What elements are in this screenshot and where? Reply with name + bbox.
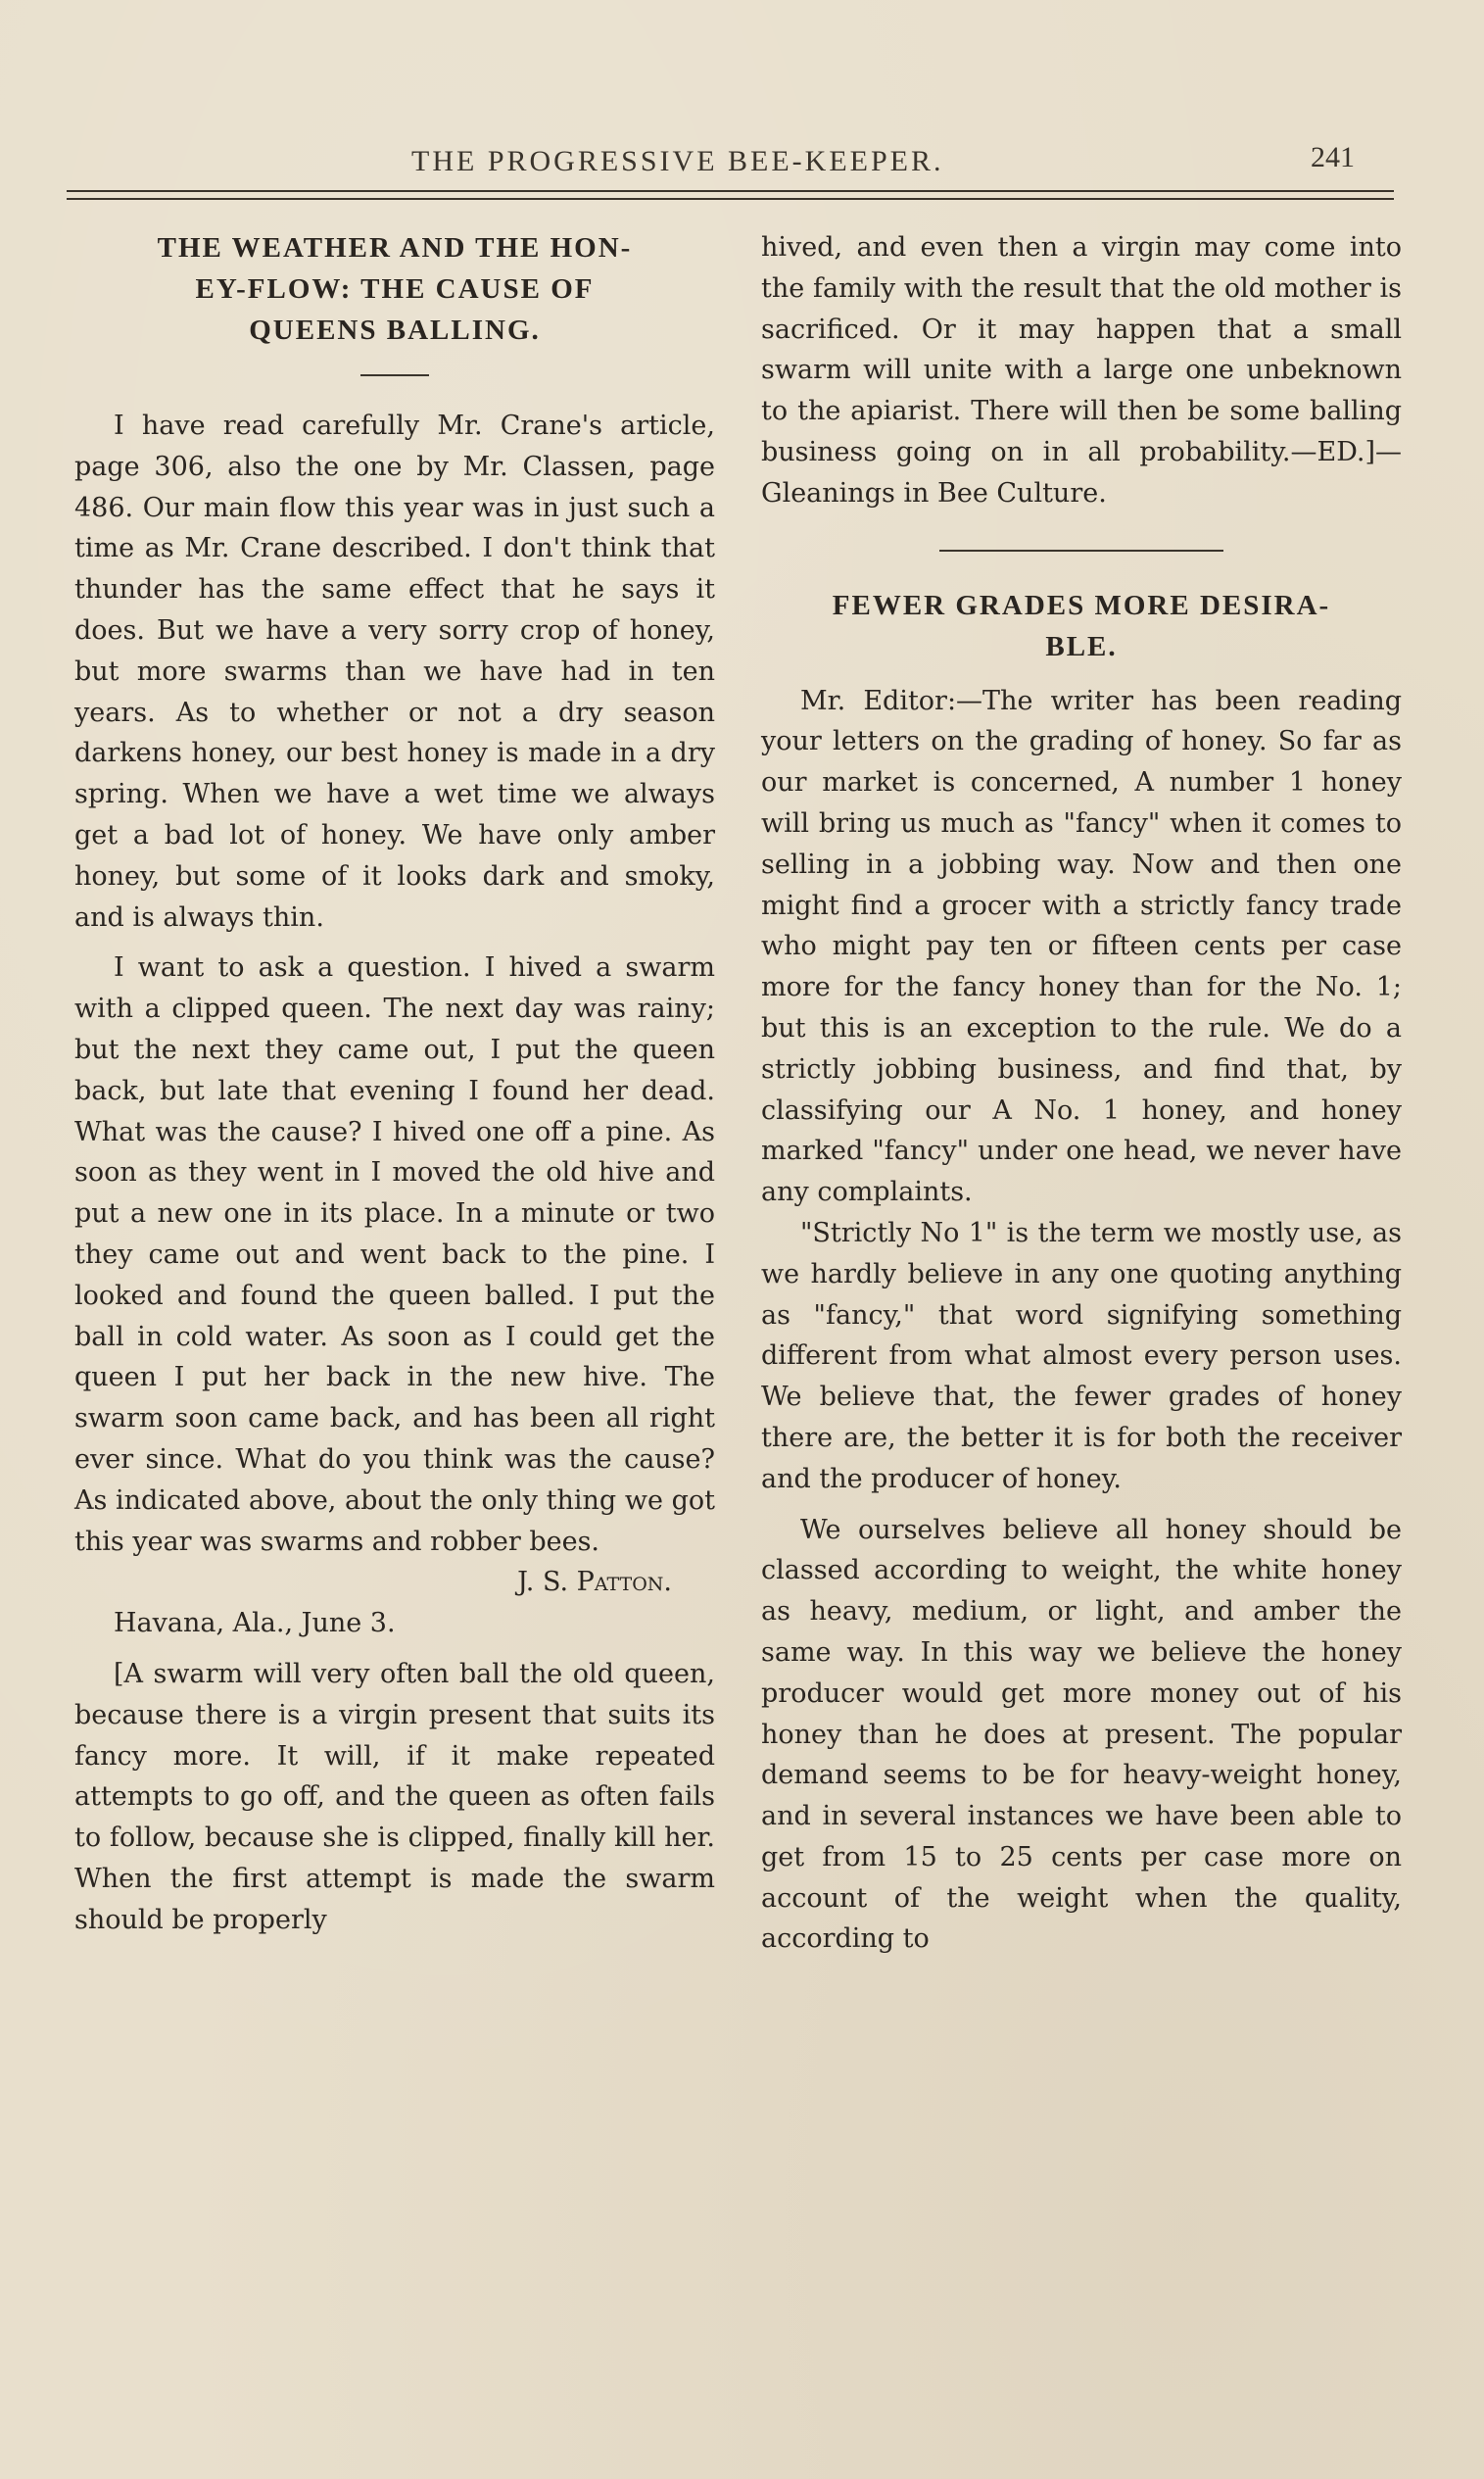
title-divider: [360, 374, 429, 376]
dateline: Havana, Ala., June 3.: [114, 1608, 396, 1639]
article-title-weather: [74, 227, 715, 351]
signature-line: [74, 1562, 715, 1603]
title-line: THE WEATHER AND THE HON-: [157, 232, 633, 264]
running-head: THE PROGRESSIVE BEE-KEEPER.: [411, 145, 944, 177]
title-line: FEWER GRADES MORE DESIRA-: [832, 589, 1331, 621]
header-rule-top: [67, 190, 1394, 192]
left-column: [74, 227, 715, 1940]
editor-reply-continued: hived, and even then a virgin may come into the family with the result that the old mother is sacrificed. Or it may happen that a small swarm will unite with a large one unbeknown to the apiarist. There will then be some balling business going on in all probability.—ED.]—Gleanings in Bee Culture.: [761, 232, 1402, 509]
editor-reply: [A swarm will very often ball the old queen, because there is a virgin present that suits its fancy more. It will, if it make repeated attempts to go off, and the queen as often fails to follow, because she is clipped, finally kill her. When the first attempt is made the swarm should be properly: [74, 1658, 715, 1935]
author-signature: J. S. Patton.: [517, 1567, 672, 1598]
title-line: EY-FLOW: THE CAUSE OF: [195, 273, 595, 305]
article-title-grades: [761, 585, 1402, 667]
article-paragraph: I have read carefully Mr. Crane's article, page 306, also the one by Mr. Classen, page 486. Our main flow this year was in just such a time as Mr. Crane described. I don't think that thunder has the same effect that he says it does. But we have a very sorry crop of honey, but more swarms than we have had in ten years. As to whether or not a dry season darkens honey, our best honey is made in a dry spring. When we have a wet time we always get a bad lot of honey. We have only amber honey, but some of it looks dark and smoky, and is always thin.: [74, 411, 715, 933]
section-divider: [939, 550, 1223, 552]
right-column: [761, 227, 1402, 1960]
header-rule-bottom: [67, 198, 1394, 200]
article-paragraph: I want to ask a question. I hived a swarm with a clipped queen. The next day was rainy; but the next they came out, I put the queen back, but late that evening I found her dead. What was the cause? I hived one off a pine. As soon as they went in I moved the old hive and put a new one in its place. In a minute or two they came out and went back to the pine. I looked and found the queen balled. I put the ball in cold water. As soon as I could get the queen I put her back in the new hive. The swarm soon came back, and has been all right ever since. What do you think was the cause? As indicated above, about the only thing we got this year was swarms and robber bees.: [74, 952, 715, 1557]
title-line: QUEENS BALLING.: [249, 315, 541, 346]
article-paragraph: We ourselves believe all honey should be classed according to weight, the white honey as heavy, medium, or light, and amber the same way. In this way we believe the honey producer would get more money out of his honey than he does at present. The popular demand seems to be for heavy-weight honey, and in several instances we have been able to get from 15 to 25 cents per case more on account of the weight when the quality, according to: [761, 1514, 1402, 1955]
page-number: 241: [1311, 141, 1355, 173]
title-line: BLE.: [1045, 630, 1118, 662]
article-paragraph: Mr. Editor:—The writer has been reading your letters on the grading of honey. So far as our market is concerned, A number 1 honey will bring us much as "fancy" when it comes to selling in a jobbing way. Now and then one might find a grocer with a strictly fancy trade who might pay ten or fifteen cents per case more for the fancy honey than for the No. 1; but this is an exception to the rule. We do a strictly jobbing business, and find that, by classifying our A No. 1 honey, and honey marked "fancy" under one head, we never have any complaints.: [761, 685, 1402, 1208]
article-paragraph: "Strictly No 1" is the term we mostly use, as we hardly believe in any one quoting anything as "fancy," that word signifying something different from what almost every person uses. We believe that, the fewer grades of honey there are, the better it is for both the receiver and the producer of honey.: [761, 1217, 1402, 1494]
